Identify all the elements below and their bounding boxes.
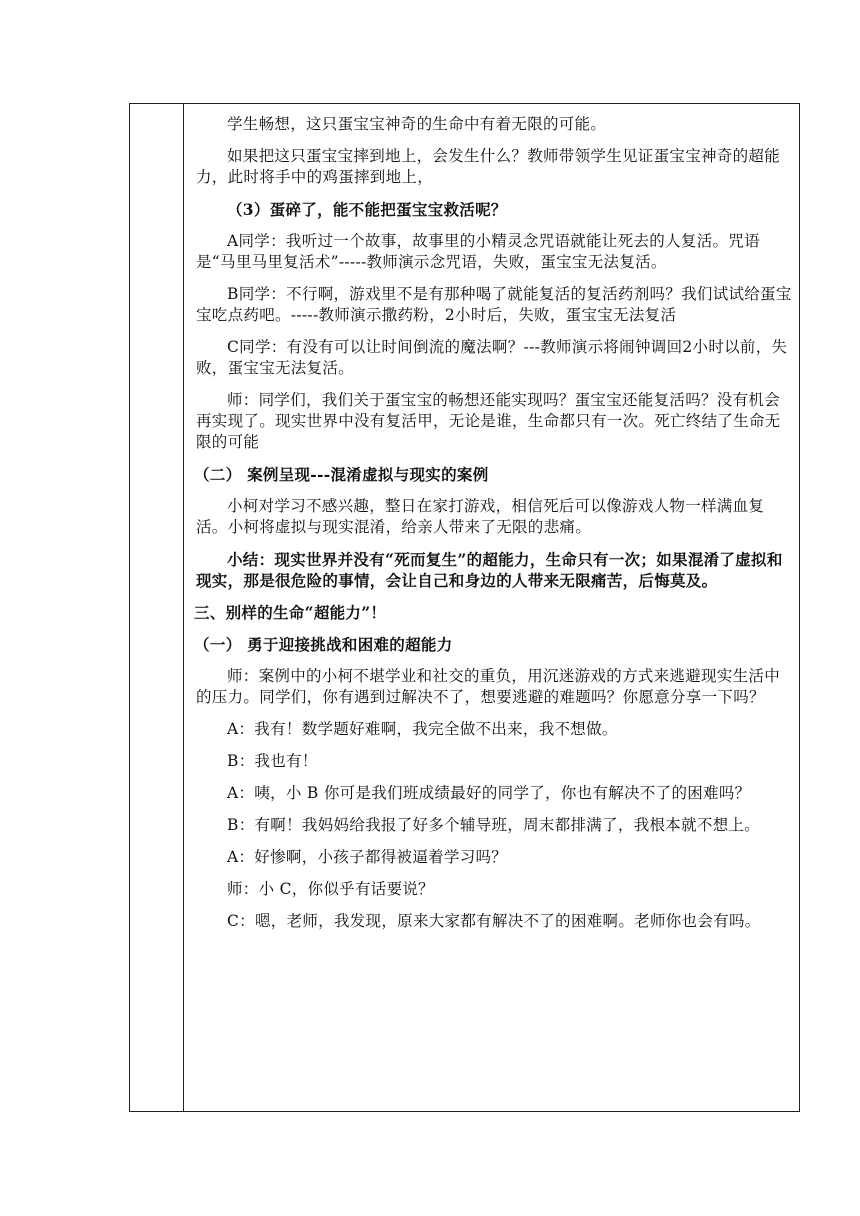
dialogue-paragraph: C同学：有没有可以让时间倒流的魔法啊？---教师演示将闹钟调回2小时以前，失败，蛋宝宝无法复活。	[196, 338, 788, 377]
paragraph: 如果把这只蛋宝宝摔到地上，会发生什么？教师带领学生见证蛋宝宝神奇的超能力，此时将手中的鸡蛋摔到地上，	[196, 147, 781, 186]
lesson-content-cell	[196, 114, 794, 943]
case-paragraph: 小柯对学习不感兴趣，整日在家打游戏，相信死后可以像游戏人物一样满血复活。小柯将虚拟与现实混淆，给亲人带来了无限的悲痛。	[196, 497, 765, 536]
dialogue-line: A：咦，小 B 你可是我们班成绩最好的同学了，你也有解决不了的困难吗？	[227, 784, 751, 802]
dialogue-line: B：我也有！	[227, 752, 318, 770]
dialogue-paragraph: 师：案例中的小柯不堪学业和社交的重负，用沉迷游戏的方式来逃避现实生活中的压力。同学们，你有遇到过解决不了，想要逃避的难题吗？你愿意分享一下吗？	[196, 667, 781, 706]
dialogue-line: B：有啊！我妈妈给我报了好多个辅导班，周末都排满了，我根本就不想上。	[227, 816, 761, 834]
paragraph: 学生畅想，这只蛋宝宝神奇的生命中有着无限的可能。	[227, 115, 607, 133]
dialogue-line: A：我有！数学题好难啊，我完全做不出来，我不想做。	[227, 720, 618, 738]
section-heading: （二） 案例呈现---混淆虚拟与现实的案例	[194, 465, 489, 484]
column-divider	[183, 104, 184, 1111]
dialogue-line: C：嗯，老师，我发现，原来大家都有解决不了的困难啊。老师你也会有吗。	[227, 912, 761, 930]
dialogue-line: A：好惨啊，小孩子都得被逼着学习吗？	[227, 848, 508, 866]
summary-paragraph: 小结：现实世界并没有“死而复生”的超能力，生命只有一次；如果混淆了虚拟和现实，那是很危险的事情，会让自己和身边的人带来无限痛苦，后悔莫及。	[196, 550, 783, 590]
dialogue-line: 师：小 C，你似乎有话要说？	[227, 880, 434, 898]
dialogue-paragraph: B同学：不行啊，游戏里不是有那种喝了就能复活的复活药剂吗？我们试试给蛋宝宝吃点药吧。-----教师演示撒药粉，2小时后，失败，蛋宝宝无法复活	[196, 285, 792, 324]
dialogue-paragraph: 师：同学们，我们关于蛋宝宝的畅想还能实现吗？蛋宝宝还能复活吗？没有机会再实现了。现实世界中没有复活甲，无论是谁，生命都只有一次。死亡终结了生命无限的可能	[196, 391, 781, 451]
section-subheading: （3）蛋碎了，能不能把蛋宝宝救活呢？	[227, 200, 507, 219]
dialogue-paragraph: A同学：我听过一个故事，故事里的小精灵念咒语就能让死去的人复活。咒语是“马里马里复活术”-----教师演示念咒语，失败，蛋宝宝无法复活。	[196, 232, 760, 271]
section-heading: （一） 勇于迎接挑战和困难的超能力	[194, 635, 453, 654]
lesson-plan-table	[129, 103, 800, 1112]
part-heading: 三、别样的生命“超能力”！	[194, 603, 387, 622]
